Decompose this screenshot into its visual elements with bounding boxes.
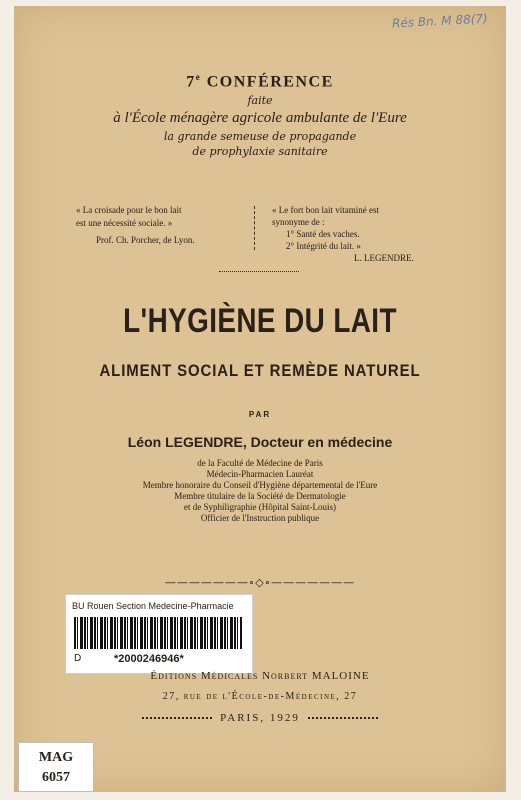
conference-number-suffix: e xyxy=(195,72,202,82)
publication-place-line xyxy=(14,712,506,724)
barcode-prefix: D xyxy=(74,653,82,664)
semeuse-line-1: la grande semeuse de propagande xyxy=(163,130,357,143)
shelf-label-line-1: MAG xyxy=(38,750,74,765)
conference-word: CONFÉRENCE xyxy=(201,73,334,91)
quote-right-item-2: 2° Intégrité du lait. » xyxy=(286,241,361,251)
shelf-label-line-2: 6057 xyxy=(42,770,70,785)
dotted-rule-left xyxy=(142,717,212,719)
credential-line: Médecin-Pharmacien Lauréat xyxy=(206,469,314,479)
quote-left-line-1: « La croisade pour le bon lait xyxy=(76,205,182,215)
credential-line: Officier de l'Instruction publique xyxy=(200,513,320,523)
quote-left xyxy=(76,204,266,247)
barcode-bars xyxy=(74,617,242,649)
publication-place: PARIS, 1929 xyxy=(220,712,300,724)
par-text: PAR xyxy=(248,410,272,419)
conference-number: 7 xyxy=(186,73,196,91)
publisher-address: 27, rue de l'École-de-Médecine, 27 xyxy=(162,691,358,702)
quote-divider xyxy=(254,206,256,250)
publisher-name: Éditions Médicales Norbert MALOINE xyxy=(150,670,370,682)
quote-right-line-2: synonyme de : xyxy=(272,217,325,227)
book-cover xyxy=(14,6,506,792)
semeuse-line-2: de prophylaxie sanitaire xyxy=(192,145,328,158)
credential-line: Membre titulaire de la Société de Dermatologie xyxy=(174,491,346,501)
subtitle: ALIMENT SOCIAL ET REMÈDE NATUREL xyxy=(99,361,421,380)
main-title: L'HYGIÈNE DU LAIT xyxy=(123,302,397,340)
author-name: Léon LEGENDRE, Docteur en médecine xyxy=(127,434,393,450)
dotted-rule-right xyxy=(308,717,378,719)
ornament-divider: ———————∘◇∘——————— xyxy=(164,576,356,589)
quote-left-author: Prof. Ch. Porcher, de Lyon. xyxy=(96,235,195,245)
credential-line: et de Syphiligraphie (Hôpital Saint-Louis) xyxy=(184,502,336,512)
quote-left-line-2: est une nécessité sociale. » xyxy=(76,218,173,228)
ecole-text: à l'École ménagère agricole ambulante de l'Eure xyxy=(113,110,407,126)
barcode-number: *2000246946* xyxy=(114,653,184,665)
quote-right-line-1: « Le fort bon lait vitaminé est xyxy=(272,205,379,215)
faite-text: faite xyxy=(247,94,273,107)
conference-title xyxy=(14,72,506,91)
credential-line: Membre honoraire du Conseil d'Hygiène départemental de l'Eure xyxy=(142,480,378,490)
quote-right-item-1: 1° Santé des vaches. xyxy=(286,229,360,239)
shelf-label xyxy=(18,742,94,792)
separator-rule xyxy=(219,271,299,272)
barcode-library: BU Rouen Section Medecine-Pharmacie xyxy=(72,601,234,611)
credential-line: de la Faculté de Médecine de Paris xyxy=(197,458,323,468)
barcode-label xyxy=(65,594,253,674)
handwritten-annotation: Rés Bn. M 88(7) xyxy=(391,11,489,31)
quote-right-signer: L. LEGENDRE. xyxy=(354,253,414,263)
quote-right xyxy=(272,204,472,264)
